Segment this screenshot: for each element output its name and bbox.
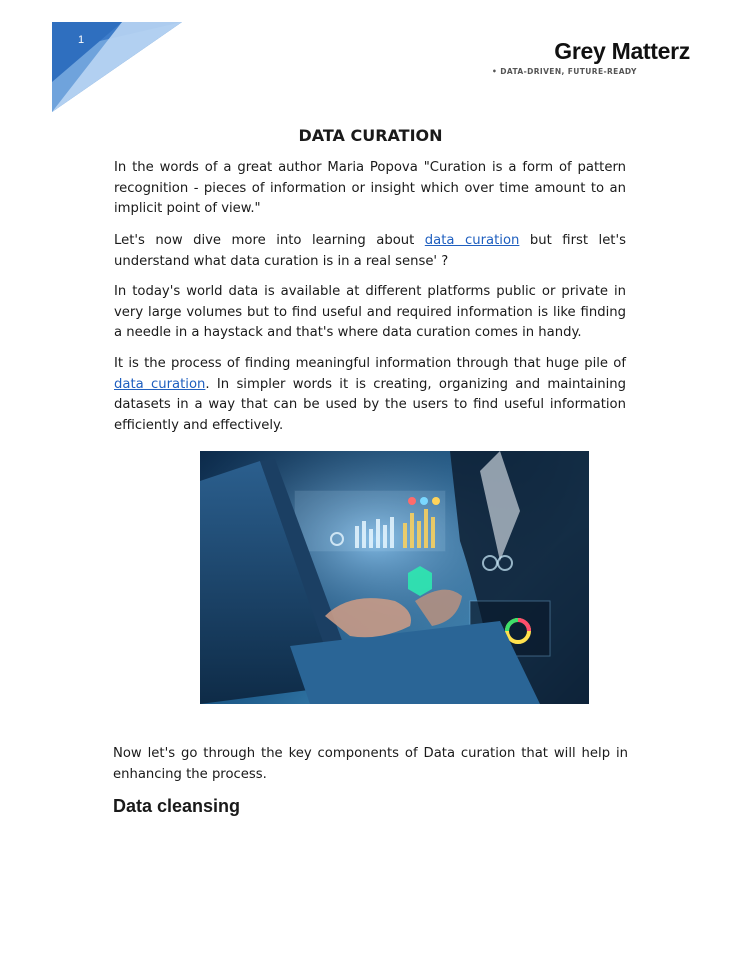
brand-logo-text: Grey Matterz [554,38,690,64]
paragraph-components: Now let's go through the key components of Data curation that will help in enhancing the process. [113,746,628,782]
laptop-data-analytics-illustration [200,451,589,704]
paragraph-text: Let's now dive more into learning about [114,233,425,248]
brand-tagline: • DATA-DRIVEN, FUTURE-READY [492,67,637,76]
data-curation-link[interactable]: data curation [424,233,520,248]
data-curation-link-2[interactable]: data curation [114,376,206,392]
paragraph-context: In today's world data is available at different platforms public or private in very large volumes but to find useful and required information is like finding a needle in a haystack and that's where data curation comes in handy. [114,284,626,341]
paragraph-intro [114,231,626,272]
paragraph-text: . In simpler words it is creating, organizing and maintaining datasets in a way that can be used by the users to find useful information efficiently and effectively. [114,376,626,433]
page-number: 1 [78,34,85,46]
corner-decoration [52,22,182,112]
laptop-analytics-image [200,451,589,704]
paragraph-definition [114,354,626,436]
section-heading: Data cleansing [113,796,241,816]
paragraph-text: but first let's understand what data curation is in a real sense' ? [114,233,626,269]
paragraph-text: It is the process of finding meaningful information through that huge pile of [114,356,626,371]
document-title: DATA CURATION [298,126,443,145]
paragraph-quote: In the words of a great author Maria Popova "Curation is a form of pattern recognition - pieces of information or insight which over time amount to an implicit point of view." [114,160,626,217]
